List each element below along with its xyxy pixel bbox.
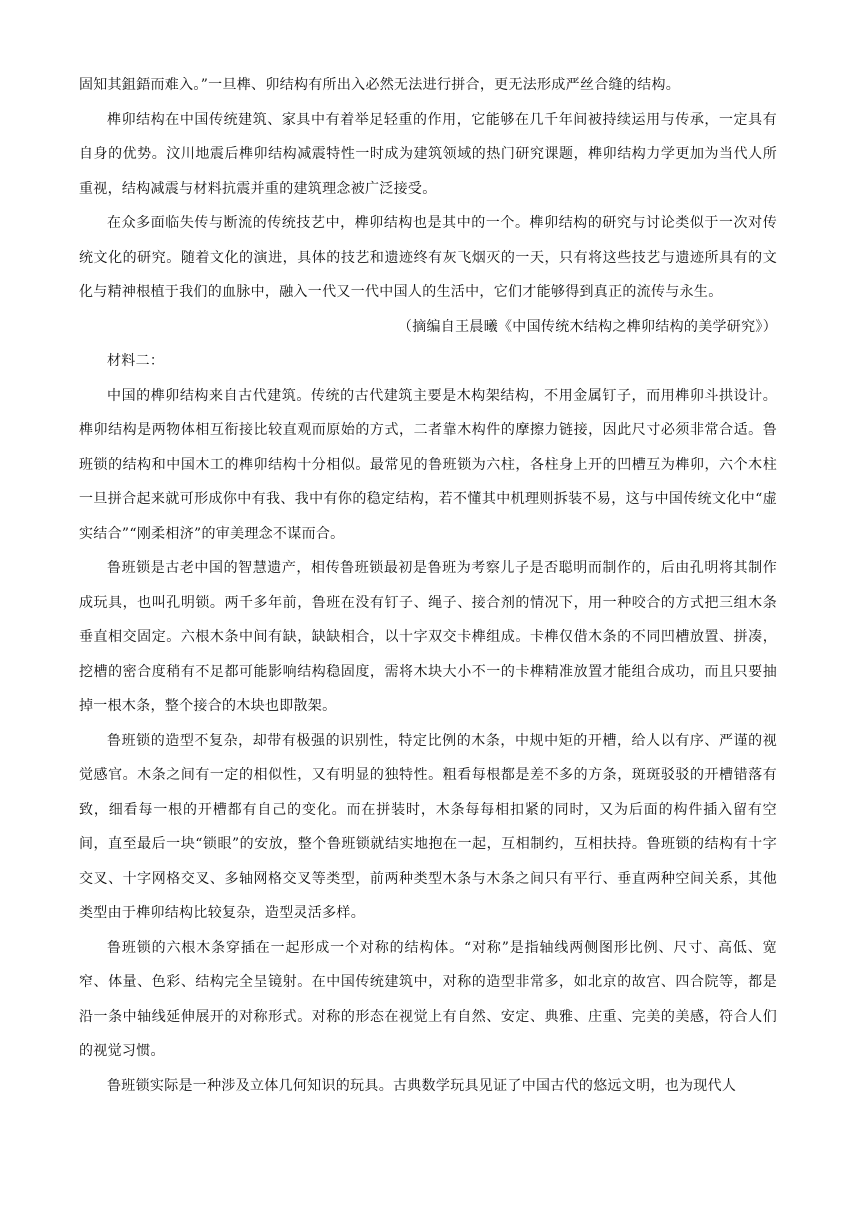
paragraph-luban-lock-form: 鲁班锁的造型不复杂，却带有极强的识别性，特定比例的木条，中规中矩的开槽，给人以有序、严谨的视觉感官。木条之间有一定的相似性，又有明显的独特性。粗看每根都是差不多的方条，斑斑驳驳的开槽错落有致，细看每一根的开槽都有自己的变化。而在拼装时，木条每每相扣紧的同时，又为后面的构件插入留有空间，直至最后一块“锁眼”的安放，整个鲁班锁就结实地抱在一起，互相制约，互相扶持。鲁班锁的结构有十字交叉、十字网格交叉、多轴网格交叉等类型，前两种类型木条与木条之间只有平行、垂直两种空间关系，其他类型由于榫卯结构比较复杂，造型灵活多样。 (79, 732, 777, 921)
paragraph-luban-lock-history: 鲁班锁是古老中国的智慧遗产，相传鲁班锁最初是鲁班为考察儿子是否聪明而制作的，后由孔明将其制作成玩具，也叫孔明锁。两千多年前，鲁班在没有钉子、绳子、接合剂的情况下，用一种咬合的方式把三组木条垂直相交固定。六根木条中间有缺，缺缺相合，以十字双交卡榫组成。卡榫仅借木条的不同凹槽放置、拼凑，挖槽的密合度稍有不足都可能影响结构稳固度，需将木块大小不一的卡榫精准放置才能组合成功，而且只要抽掉一根木条，整个接合的木块也即散架。 (79, 560, 777, 714)
source-citation: （摘编自王晨曦《中国传统木结构之榫卯结构的美学研究》） (397, 318, 777, 335)
paragraph-continuation: 固知其鉏鋙而难入。”一旦榫、卯结构有所出入必然无法进行拼合，更无法形成严丝合缝的结构。 (79, 77, 681, 93)
paragraph-origin: 中国的榫卯结构来自古代建筑。传统的古代建筑主要是木构架结构，不用金属钉子，而用榫卯斗拱设计。榫卯结构是两物体相互衔接比较直观而原始的方式，二者靠木构件的摩擦力链接，因此尺寸必须非常合适。鲁班锁的结构和中国木工的榫卯结构十分相似。最常见的鲁班锁为六柱，各柱身上开的凹槽互为榫卯，六个木柱一旦拼合起来就可形成你中有我、我中有你的稳定结构，若不懂其中机理则拆装不易，这与中国传统文化中“虚实结合”“刚柔相济”的审美理念不谋而合。 (79, 387, 777, 542)
document-body (79, 68, 777, 1103)
paragraph-mortise-tenon-importance: 榫卯结构在中国传统建筑、家具中有着举足轻重的作用，它能够在几千年间被持续运用与传承，一定具有自身的优势。汶川地震后榫卯结构减震特性一时成为建筑领域的热门研究课题，榫卯结构力学更加为当代人所重视，结构减震与材料抗震并重的建筑理念被广泛接受。 (79, 111, 777, 197)
paragraph-traditional-craft: 在众多面临失传与断流的传统技艺中，榫卯结构也是其中的一个。榫卯结构的研究与讨论类似于一次对传统文化的研究。随着文化的演进，具体的技艺和遗迹终有灰飞烟灭的一天，只有将这些技艺与遗迹所具有的文化与精神根植于我们的血脉中，融入一代又一代中国人的生活中，它们才能够得到真正的流传与永生。 (79, 215, 777, 300)
paragraph-geometry-toy: 鲁班锁实际是一种涉及立体几何知识的玩具。古典数学玩具见证了中国古代的悠远文明，也为现代人 (107, 1077, 737, 1094)
paragraph-symmetry: 鲁班锁的六根木条穿插在一起形成一个对称的结构体。“对称”是指轴线两侧图形比例、尺寸、高低、宽窄、体量、色彩、结构完全呈镜射。在中国传统建筑中，对称的造型非常多，如北京的故宫、四合院等，都是沿一条中轴线延伸展开的对称形式。对称的形态在视觉上有自然、安定、典雅、庄重、完美的美感，符合人们的视觉习惯。 (79, 939, 777, 1059)
section-heading-material-two: 材料二： (107, 353, 165, 369)
